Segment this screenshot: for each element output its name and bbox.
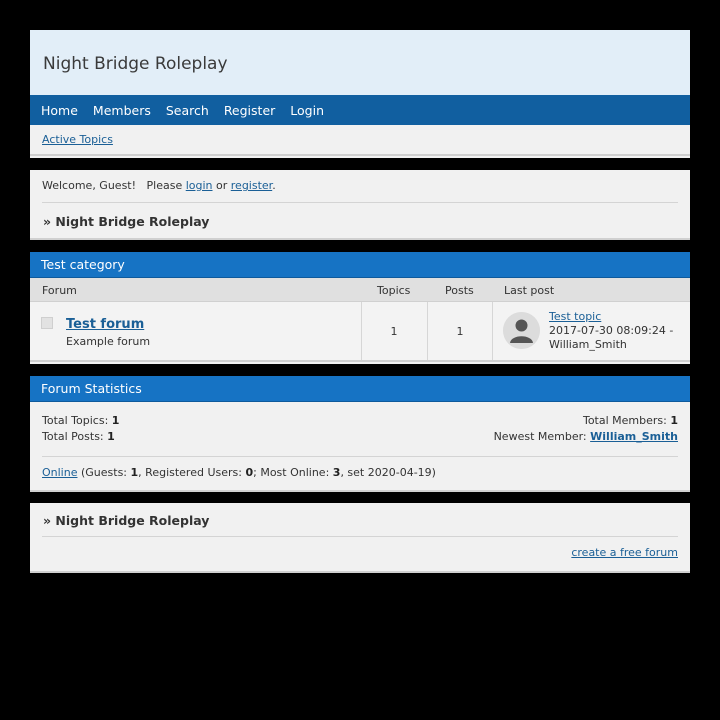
nav-login[interactable]: Login xyxy=(290,102,325,118)
registered-value: 0 xyxy=(245,466,254,479)
cell-divider xyxy=(361,302,362,360)
col-forum: Forum xyxy=(42,284,77,297)
welcome-or: or xyxy=(212,179,231,192)
welcome-suffix: . xyxy=(272,179,276,192)
footer-breadcrumb: » Night Bridge Roleplay xyxy=(43,513,210,528)
main-nav xyxy=(30,95,690,125)
footer-panel xyxy=(30,503,690,573)
forum-statistics-panel xyxy=(30,376,690,492)
registered-label: , Registered Users: xyxy=(138,466,246,479)
forum-topics-count: 1 xyxy=(390,325,398,338)
newest-member-link[interactable]: William_Smith xyxy=(590,430,678,443)
forum-header xyxy=(30,30,690,158)
online-stats xyxy=(42,466,436,479)
nav-search[interactable]: Search xyxy=(165,102,209,118)
statistics-title: Forum Statistics xyxy=(30,376,690,402)
welcome-panel xyxy=(30,170,690,240)
category-panel xyxy=(30,252,690,364)
nav-register[interactable]: Register xyxy=(223,102,276,118)
most-online-label: ; Most Online: xyxy=(253,466,333,479)
site-title[interactable]: Night Bridge Roleplay xyxy=(43,54,228,74)
online-link[interactable]: Online xyxy=(42,466,78,479)
total-members-value: 1 xyxy=(670,414,678,427)
sub-nav xyxy=(30,125,690,156)
create-forum-link[interactable]: create a free forum xyxy=(571,546,678,559)
category-title[interactable]: Test category xyxy=(30,252,690,278)
column-headers xyxy=(30,278,690,302)
newest-member xyxy=(494,430,678,443)
welcome-text xyxy=(42,179,276,192)
total-posts xyxy=(42,430,115,443)
divider xyxy=(42,536,678,537)
forum-status-icon xyxy=(41,317,53,329)
divider xyxy=(42,456,678,457)
total-members xyxy=(583,414,678,427)
most-online-value: 3 xyxy=(332,466,341,479)
last-post-topic-link[interactable]: Test topic xyxy=(549,310,602,323)
nav-members[interactable]: Members xyxy=(92,102,151,118)
login-link[interactable]: login xyxy=(185,179,213,192)
welcome-prefix: Welcome, Guest! Please xyxy=(42,179,186,192)
total-topics-value: 1 xyxy=(111,414,120,427)
total-topics xyxy=(42,414,119,427)
forum-name-link[interactable]: Test forum xyxy=(66,317,145,332)
divider xyxy=(42,202,678,203)
last-post-user: William_Smith xyxy=(549,338,627,351)
col-last-post: Last post xyxy=(504,284,555,297)
site-title-bar xyxy=(30,30,690,95)
cell-divider xyxy=(427,302,428,360)
newest-member-label: Newest Member: xyxy=(493,430,591,443)
guests-value: 1 xyxy=(130,466,139,479)
active-topics-link[interactable]: Active Topics xyxy=(42,133,113,146)
forum-description: Example forum xyxy=(66,335,151,348)
cell-divider xyxy=(492,302,493,360)
breadcrumb: » Night Bridge Roleplay xyxy=(43,214,210,229)
col-posts: Posts xyxy=(445,284,474,297)
total-posts-value: 1 xyxy=(107,430,115,443)
user-avatar-icon xyxy=(503,312,540,349)
most-online-date: , set 2020-04-19) xyxy=(340,466,436,479)
total-members-label: Total Members: xyxy=(582,414,671,427)
nav-home[interactable]: Home xyxy=(41,102,78,118)
guests-label: (Guests: xyxy=(77,466,131,479)
total-posts-label: Total Posts: xyxy=(42,430,108,443)
forum-row xyxy=(30,302,690,362)
col-topics: Topics xyxy=(377,284,411,297)
forum-posts-count: 1 xyxy=(456,325,464,338)
last-post-date: 2017-07-30 08:09:24 - xyxy=(549,324,674,337)
register-link[interactable]: register xyxy=(230,179,273,192)
total-topics-label: Total Topics: xyxy=(42,414,112,427)
